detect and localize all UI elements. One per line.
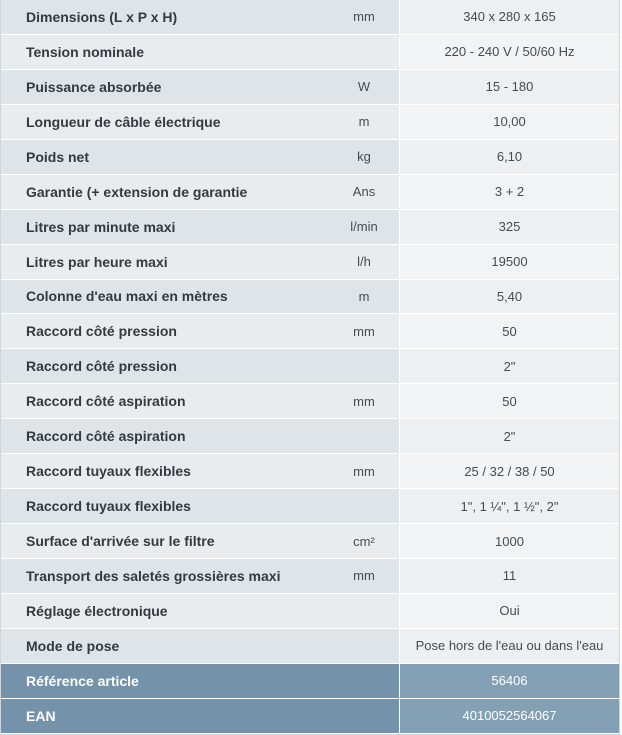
spec-label: Raccord côté aspiration xyxy=(26,393,186,410)
spec-value: 19500 xyxy=(399,245,619,279)
spec-value: 6,10 xyxy=(399,140,619,174)
spec-value: 11 xyxy=(399,559,619,593)
spec-row xyxy=(1,454,619,489)
spec-label: Réglage électronique xyxy=(26,602,168,619)
spec-label: Litres par heure maxi xyxy=(26,253,168,270)
spec-row xyxy=(1,35,619,70)
spec-row xyxy=(1,280,619,315)
spec-label: Longueur de câble électrique xyxy=(26,113,221,130)
spec-row xyxy=(1,70,619,105)
spec-value: 50 xyxy=(399,314,619,348)
spec-unit: m xyxy=(358,288,370,304)
spec-row xyxy=(1,489,619,524)
spec-row xyxy=(1,524,619,559)
spec-value: 325 xyxy=(399,210,619,244)
spec-row xyxy=(1,419,619,454)
spec-row xyxy=(1,629,619,664)
spec-label: Surface d'arrivée sur le filtre xyxy=(26,533,215,550)
spec-label: Transport des saletés grossières maxi xyxy=(26,567,281,584)
spec-row xyxy=(1,175,619,210)
spec-row xyxy=(1,0,619,35)
spec-label: Garantie (+ extension de garantie xyxy=(26,183,248,200)
spec-unit: cm² xyxy=(353,533,375,549)
spec-row xyxy=(1,245,619,280)
spec-unit: W xyxy=(357,79,371,95)
spec-value: Oui xyxy=(399,594,619,628)
spec-value: Pose hors de l'eau ou dans l'eau xyxy=(399,629,619,663)
spec-value: 10,00 xyxy=(399,105,619,139)
spec-value: 1", 1 ¼", 1 ½", 2" xyxy=(399,489,619,523)
spec-label: Poids net xyxy=(26,148,90,165)
spec-label: Puissance absorbée xyxy=(26,78,162,95)
spec-unit: mm xyxy=(353,9,375,25)
spec-label: Raccord tuyaux flexibles xyxy=(26,498,191,515)
spec-value: 15 - 180 xyxy=(399,70,619,104)
spec-row xyxy=(1,210,619,245)
spec-value: 3 + 2 xyxy=(399,175,619,209)
spec-label: Raccord côté pression xyxy=(26,323,177,340)
spec-label: Raccord tuyaux flexibles xyxy=(26,463,191,480)
spec-unit: mm xyxy=(353,463,375,479)
ean-row xyxy=(1,699,619,734)
spec-unit: kg xyxy=(357,149,371,165)
spec-unit: Ans xyxy=(352,184,376,200)
spec-value: 2" xyxy=(399,349,619,383)
spec-label: Colonne d'eau maxi en mètres xyxy=(26,288,228,305)
spec-row xyxy=(1,349,619,384)
spec-value: 2" xyxy=(399,419,619,453)
spec-unit: l/min xyxy=(350,219,378,235)
spec-label: Tension nominale xyxy=(26,43,144,60)
spec-row xyxy=(1,559,619,594)
spec-label: Dimensions (L x P x H) xyxy=(26,8,178,25)
spec-unit: l/h xyxy=(357,254,371,270)
spec-value: 1000 xyxy=(399,524,619,558)
spec-row xyxy=(1,105,619,140)
article-reference-label: Référence article xyxy=(26,672,139,689)
spec-label: Litres par minute maxi xyxy=(26,218,176,235)
article-reference-value: 56406 xyxy=(399,664,619,698)
ean-label: EAN xyxy=(26,707,56,724)
spec-unit: mm xyxy=(353,568,375,584)
spec-label: Mode de pose xyxy=(26,637,120,654)
spec-value: 50 xyxy=(399,384,619,418)
spec-value: 5,40 xyxy=(399,280,619,314)
spec-row xyxy=(1,314,619,349)
spec-row xyxy=(1,594,619,629)
spec-row xyxy=(1,140,619,175)
article-reference-row xyxy=(1,664,619,699)
spec-unit: m xyxy=(358,114,370,130)
spec-value: 340 x 280 x 165 xyxy=(399,0,619,34)
spec-unit: mm xyxy=(353,393,375,409)
spec-label: Raccord côté pression xyxy=(26,358,177,375)
spec-unit: mm xyxy=(353,323,375,339)
spec-value: 220 - 240 V / 50/60 Hz xyxy=(399,35,619,69)
spec-label: Raccord côté aspiration xyxy=(26,428,186,445)
ean-value: 4010052564067 xyxy=(399,699,619,733)
spec-value: 25 / 32 / 38 / 50 xyxy=(399,454,619,488)
spec-row xyxy=(1,384,619,419)
